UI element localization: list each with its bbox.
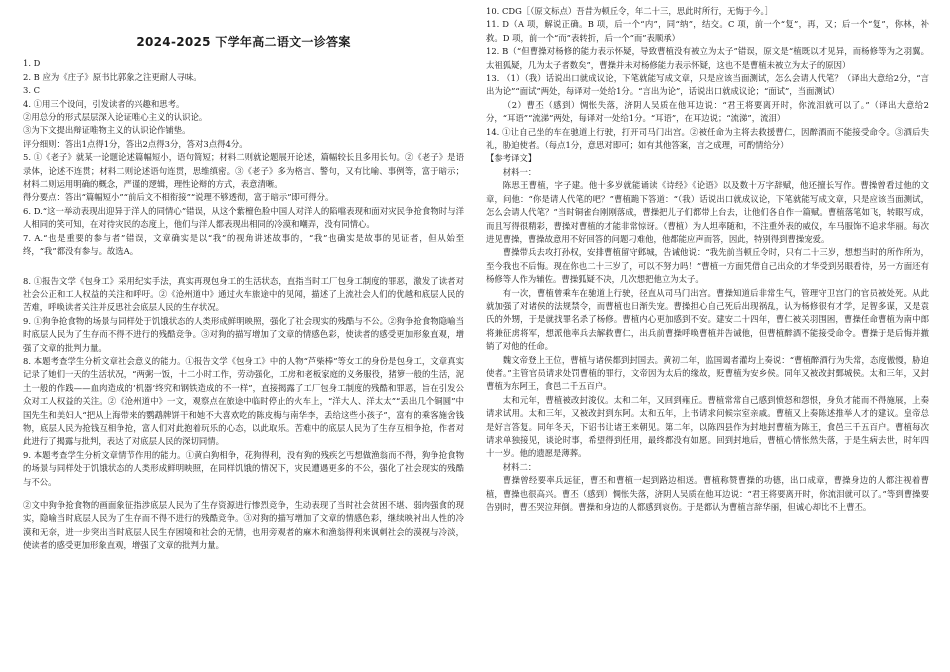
answer-8: 8. ①报告文学《包身工》采用纪实手法，真实再现包身工的生活状态，直指当时工厂包身工制度的罪恶，激发了读者对社会公正和工人权益的关注和呼吁。②《沧州道中》通过火车旅途中的见闻，描述了上流社会人们的优越和底层人民的苦难，呼唤读者关注并反思社会底层人民的生存状况。 xyxy=(23,275,464,313)
material-one-label: 材料一： xyxy=(502,166,537,177)
translation-paragraph-3: 有一次，曹植曾乘车在驰道上行驶，径直从司马门出宫。曹操知道后非常生气，管理守卫宫门的官员被处死。从此就加强了对诸侯的法规禁令，而曹植也日渐失宠。曹操担心自己死后出现祸乱，认为杨修很有才学，足智多谋，又是袁氏的外甥，于是就找罪名杀了杨修。曹植内心更加感到不安。建安二十四年，曹仁被关羽围困，曹操任命曹植为南中郎将兼征虏将军，想派他率兵去解救曹仁，出兵前曹操呼唤曹植并告诫他，但曹植醉酒不能接受命令。曹操于是后悔并撤销了对他的任命。 xyxy=(486,287,929,352)
answer-4-scoring: 评分细则：答出1点得1分，答出2点得3分，答对3点得4分。 xyxy=(23,138,248,149)
answer-10: 10. CDG［（原文标点）吾昔为顿丘令，年二十三，思此时所行，无悔于今。］ xyxy=(486,6,774,16)
translation-paragraph-4: 魏文帝登上王位，曹植与诸侯都到封国去。黄初二年，监国谒者灌均上奏说：“曹植醉酒行为失常，态度傲慢，胁迫使者。”主管官员请求处罚曹植的罪行，文帝因为太后的缘故，贬曹植为安乡侯。同年又被改封鄄城侯。太和三年，又封曹植为东阿王，食邑二千五百户。 xyxy=(486,354,929,392)
answer-4-point-2: ②用总分的形式层层深入论证唯心主义的认识论。 xyxy=(23,112,208,123)
answer-9-analysis: 9. 本题考查学生分析文章情节作用的能力。①黄白狗相争，花狗得利，没有狗的残疾乞丐想做渔翁而不得，狗争抢食物的场景与同样处于饥饿状态的人类形成鲜明映照，在同样饥饿的情况下，灾民遭遇更多的不公，强化了社会现实的残酷与不公。 xyxy=(23,449,464,487)
page-title: 2024-2025 下学年高二语文一诊答案 xyxy=(136,35,351,49)
answer-5-scoring: 得分要点：答出“篇幅短小”“前后文不相衔接”“说理不够透彻，富于暗示”即可得分。 xyxy=(23,192,334,203)
translation-heading: 【参考译文】 xyxy=(486,153,537,164)
answer-9-analysis-cont: ②文中狗争抢食物的画面象征指涉底层人民为了生存资源进行惨烈竞争，生动表现了当时社会贫困不堪、弱肉强食的现实，隐喻当时底层人民为了生存而不得不进行的残酷竞争。③对狗的描写增加了文章的情感色彩，继续映衬出人性的冷漠和无奈，进一步突出当时底层人民生存困境和社会的无情，也用旁观者的麻木和渔翁得利来讽刺社会的漠视与冷淡，使读者的感受更加形象直观，增强了文章的批判力量。 xyxy=(23,500,464,551)
answer-5: 5. ①《老子》就某一论题论述篇幅短小，语句简短；材料二则就论题展开论述，篇幅较长且多用长句。②《老子》是语录体，论述不连贯；材料二则论述语句连贯，思维缜密。③《老子》多为格言、警句，又有比喻、事例等，富于暗示；材料二则运用明确的概念，严谨的逻辑，理性论辩的方式，表意清晰。 xyxy=(23,152,464,190)
translation-paragraph-1: 陈思王曹植，字子建。他十多岁就能诵读《诗经》《论语》以及数十万字辞赋，他还擅长写作。曹操曾看过他的文章，问他：“你是请人代笔的吧？”曹植跪下答道：“（我）话说出口就成议论，下笔就能写成文章，只是应该当面测试，怎么会请人代笔？”当时铜雀台刚刚落成，曹操把儿子们都带上台去，让他们各自作一篇赋。曹植落笔如飞，转眼写成，而且写得很精彩，曹操对曹植的才能非常惊讶。（曹植）为人坦率随和，不注重外表的威仪，车马服饰不追求华丽。每次进见曹操，曹操故意用不好回答的问题刁难他，他都能应声而答，因此，特别得到曹操宠爱。 xyxy=(486,180,929,244)
left-column xyxy=(23,0,464,553)
translation-paragraph-5: 太和元年，曹植被改封浚仪。太和二年，又回到雍丘。曹植常常自己感到愤怒和怨恨，身负才能而不得施展，上奏请求试用。太和三年，又被改封到东阿。太和五年，上书请求问候宗室亲戚。曹植又上奏陈述推举人才的建议。皇帝总是好言答复。同年冬天，下诏书让诸王来朝见。第二年，以陈四县作为封地封曹植为陈王，食邑三千五百户。曹植每次请求单独接见，谈论时事，希望得到任用，最终都没有如愿。回到封地后，曹植心情怅然失落，于是生病去世，时年四十一岁。他的遗愿是薄葬。 xyxy=(486,394,929,459)
answer-6: 6. D.“这一举动表现出迎异于洋人的同情心”错误，从这个紫檀色脸中国人对洋人的陷噹表现和面对灾民争抢食物时与洋人相同的笑可知，在对待灾民的态度上，他们与洋人都表现出相同的冷漠和嘲弄，没有同情心。 xyxy=(23,205,464,230)
material-two-label: 材料二： xyxy=(502,461,537,472)
answer-1: 1. D xyxy=(23,58,41,69)
answer-14: 14. ①让自己坐的车在驰道上行驶，打开司马门出宫。②被任命为主将去救援曹仁，因醉酒而不能接受命令。③酒后失礼，胁迫使者。（每点1分，意思对即可；如有其他答案，言之成理，可酌情给分） xyxy=(486,126,929,151)
answer-3: 3. C xyxy=(23,85,41,96)
answer-13-2: （2）曹丕（感到）惆怅失落，济阴人吴质在他耳边说：“君王将要离开时，你流泪就可以了。”（译出大意给2分，“耳语”“流涕”两处，每译对一处给1分。“耳语”，在耳边说；“流涕”，流泪） xyxy=(486,99,929,124)
translation-paragraph-6: 曹操曾经要率兵远征，曹丕和曹植一起到路边相送。曹植称赞曹操的功德，出口成章，曹操身边的人都注视着曹植，曹操也很高兴。曹丕（感到）惆怅失落，济阴人吴质在他耳边说：“君王将要离开时，你流泪就可以了。”等到曹操要告别时，曹丕哭泣拜倒。曹操和身边的人都感到哀伤。于是都认为曹植言辞华丽，但诚心却比不上曹丕。 xyxy=(486,475,929,513)
answer-13-1: 13. （1）（我）话说出口就成议论，下笔就能写成文章，只是应该当面测试，怎么会请人代笔？（译出大意给2分，“言出为论”“面试”两处，每译对一处给1分。“言出为论”，话说出口就成议论；“面试”，当面测试） xyxy=(486,73,929,97)
right-column xyxy=(486,0,929,514)
translation-paragraph-2: 曹操带兵去攻打孙权，安排曹植留守邺城，告诫他说：“我先前当顿丘令时，只有二十三岁，想想当时的所作所为，至今我也不后悔。现在你也二十三岁了，可以不努力吗！”曹植一方面凭借自己出众的才华受到另眼看待，另一方面还有杨修等人作为辅佐。曹操狐疑不决，几次想把他立为太子。 xyxy=(486,247,929,285)
answer-7: 7. A.“也是重要的参与者”错误，文章确实是以“我”的视角讲述故事的，“我”也确实是故事的见证者，但从始至终，“我”都没有参与。故选A。 xyxy=(23,232,464,257)
answer-12: 12. B（“但曹操对杨修的能力表示怀疑，导致曹植没有被立为太子”错误，原文是“植既以才见异，而杨修等为之羽翼。太祖狐疑，几为太子者数矣”，曹操并未对杨修能力表示怀疑，这也不是曹植未被立为太子的原因） xyxy=(486,46,929,70)
answer-4-point-1: 4. ①用三个设问，引发读者的兴趣和思考。 xyxy=(23,98,185,109)
answer-11: 11. D（A 项，解说正确。B 项，后一个“内”，同“纳”，结交。C 项，前一个“复”，再，又；后一个“复”，你林，补救。D 项，前一个“而”表转折，后一个“而”表顺承） xyxy=(486,19,929,43)
answer-2: 2. B 应为《庄子》原书比郭象之注更耐人寻味。 xyxy=(23,71,202,82)
answer-9: 9. ①狗争抢食物的场景与同样处于饥饿状态的人类形成鲜明映照，强化了社会现实的残酷与不公。②狗争抢食物隐喻当时底层人民为了生存而不得不进行的残酷竞争。③对狗的描写增加了文章的情感色彩，使读者的感受更加形象直观，增强了文章的批判力量。 xyxy=(23,315,464,353)
answer-8-analysis: 8. 本题考查学生分析文章社会意义的能力。①报告文学《包身工》中的人物“芦柴棒”等女工的身份是包身工，文章真实记录了她们一天的生活状况，“两粥一饭，十二小时工作，劳动强化，工房和老板家庭的义务服役，猪箩一般的生活，泥土一般的作践——血肉造成的‘机器’终究和钢铁造成的不一样”，直接揭露了工厂包身工制度的残酷和罪恶，旨在引发公众对工人权益的关注。②《沧州道中》一文，观察点在旅途中临时停止的火车上，“洋大人、洋太太”“丢出几个铜圆”中国先生和美妇人“把从上海带来的鹦鹉牌饼干和她不大喜欢吃的陈皮梅与南华李，丢给这些小孩子”，富有的乘客施舍钱物，底层人民为抢钱互相争抢，富人们对此抱着玩乐的心态，以此取乐。苦难中的底层人民为了生存互相争抢，作者对此进行了揭露与批判，表达了对底层人民的深切同情。 xyxy=(23,355,464,447)
answer-4-point-3: ③为下文提出辩证唯物主义的认识论作铺垫。 xyxy=(23,125,191,136)
